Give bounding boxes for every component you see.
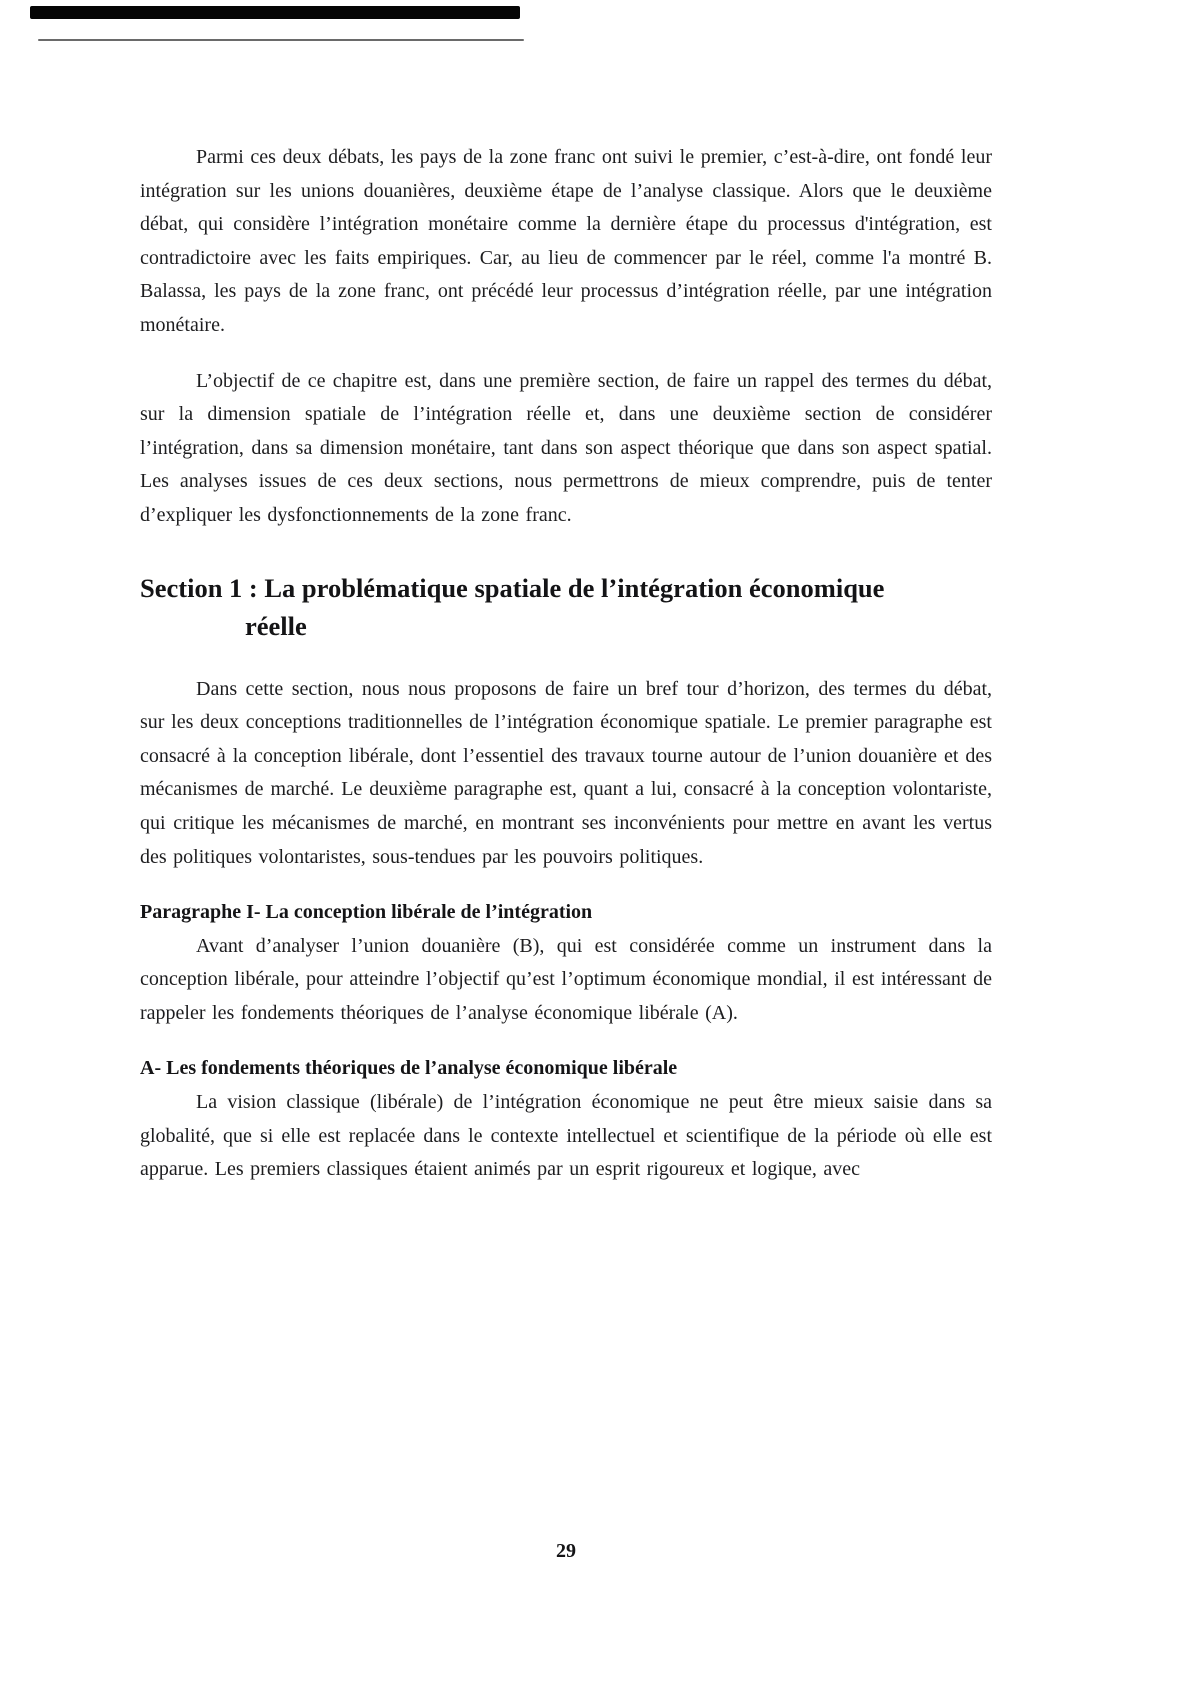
scan-artifact-bar [30,6,520,19]
paragraph-liberal-intro: Avant d’analyser l’union douanière (B), qui est considérée comme un instrument dans la conception libérale, pour atteindre l’objectif qu’est l’optimum économique mondial, il est intéressant de rappeler les fondements théoriques de l’analyse économique libérale (A). [140,934,992,1024]
paragraph-intro-2: L’objectif de ce chapitre est, dans une première section, de faire un rappel des termes du débat, sur la dimension spatiale de l’intégration réelle et, dans une deuxième section de considérer l’intégration, dans sa dimension monétaire, tant dans son aspect théorique que dans son aspect spatial. Les analyses issues de ces deux sections, nous permettrons de mieux comprendre, puis de tenter d’expliquer les dysfonctionnements de la zone franc. [140,369,992,526]
paragraph-intro-1: Parmi ces deux débats, les pays de la zone franc ont suivi le premier, c’est-à-dire, ont fondé leur intégration sur les unions douanières, deuxième étape de l’analyse classique. Alors que le deuxième débat, qui considère l’intégration monétaire comme la dernière étape du processus d'intégration, est contradictoire avec les faits empiriques. Car, au lieu de commencer par le réel, comme l'a montré B. Balassa, les pays de la zone franc, ont précédé leur processus d’intégration réelle, par une intégration monétaire. [140,146,992,336]
text-block [140,141,992,1209]
subheading-a: A- Les fondements théoriques de l’analyse économique libérale [140,1057,678,1080]
scan-artifact-line [38,39,524,41]
page-number: 29 [556,1540,576,1562]
section-heading-line2: réelle [245,610,307,641]
section-heading [140,569,992,645]
paragraph-fondements: La vision classique (libérale) de l’intégration économique ne peut être mieux saisie dans sa globalité, que si elle est replacée dans le contexte intellectuel et scientifique de la période où elle est apparue. Les premiers classiques étaient animés par un esprit rigoureux et logique, avec [140,1091,992,1181]
section-heading-line1: Section 1 : La problématique spatiale de l’intégration économique [140,572,885,603]
paragraph-section-intro: Dans cette section, nous nous proposons de faire un bref tour d’horizon, des termes du débat, sur les deux conceptions traditionnelles de l’intégration économique spatiale. Le premier paragraphe est consacré à la conception libérale, dont l’essentiel des travaux tourne autour de l’union douanière et des mécanismes de marché. Le deuxième paragraphe est, quant a lui, consacré à la conception volontariste, qui critique les mécanismes de marché, en montrant ses inconvénients pour mettre en avant les vertus des politiques volontaristes, sous-tendues par les pouvoirs politiques. [140,677,992,868]
subheading-paragraphe-1: Paragraphe I- La conception libérale de l’intégration [140,901,593,924]
